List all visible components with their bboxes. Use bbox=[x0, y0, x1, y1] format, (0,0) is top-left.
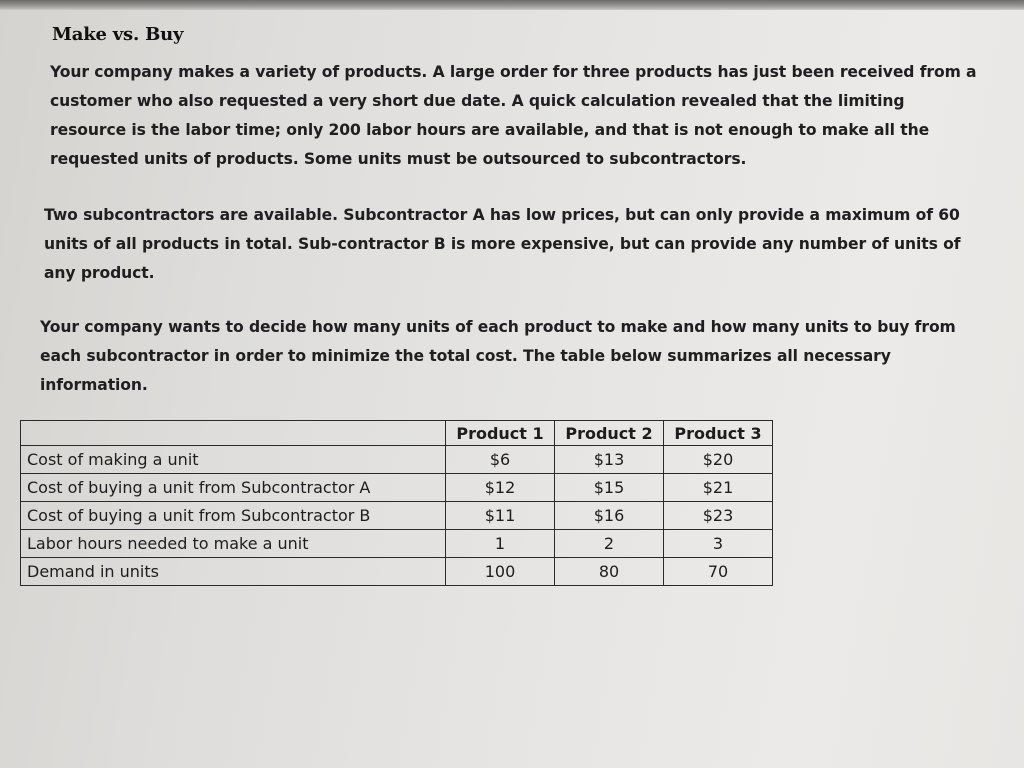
table-row bbox=[21, 530, 773, 558]
table-cell: $11 bbox=[446, 502, 555, 530]
table-cell: $12 bbox=[446, 474, 555, 502]
paragraph-objective: Your company wants to decide how many units of each product to make and how many units to buy from each subcontractor in order to minimize the total cost. The table below summarizes all necessary information. bbox=[40, 318, 956, 394]
table-cell: $15 bbox=[555, 474, 664, 502]
table-header-blank bbox=[21, 421, 446, 446]
paragraph-intro: Your company makes a variety of products. A large order for three products has just been received from a customer who also requested a very short due date. A quick calculation revealed that the limiting resource is the labor time; only 200 labor hours are available, and that is not enough to make all the requested units of products. Some units must be outsourced to subcontractors. bbox=[50, 63, 977, 168]
table-cell: 2 bbox=[555, 530, 664, 558]
table-cell: $13 bbox=[555, 446, 664, 474]
table-row bbox=[21, 446, 773, 474]
row-label: Cost of buying a unit from Subcontractor B bbox=[21, 502, 446, 530]
table-row bbox=[21, 558, 773, 586]
monitor-bezel bbox=[0, 0, 1024, 10]
row-label: Cost of making a unit bbox=[21, 446, 446, 474]
row-label: Demand in units bbox=[21, 558, 446, 586]
table-header-row bbox=[21, 421, 773, 446]
table-cell: 3 bbox=[664, 530, 773, 558]
document-title: Make vs. Buy bbox=[52, 24, 184, 45]
table-cell: 100 bbox=[446, 558, 555, 586]
table-header-product-3: Product 3 bbox=[664, 421, 773, 446]
table-row bbox=[21, 474, 773, 502]
table-cell: 70 bbox=[664, 558, 773, 586]
paragraph-subcontractors: Two subcontractors are available. Subcontractor A has low prices, but can only provide a maximum of 60 units of all products in total. Sub-contractor B is more expensive, but can provide any number of units of any product. bbox=[44, 206, 961, 282]
cost-table bbox=[20, 420, 773, 586]
table-cell: $16 bbox=[555, 502, 664, 530]
table-cell: 1 bbox=[446, 530, 555, 558]
table-cell: $23 bbox=[664, 502, 773, 530]
table-header-product-1: Product 1 bbox=[446, 421, 555, 446]
table-row bbox=[21, 502, 773, 530]
table-cell: $20 bbox=[664, 446, 773, 474]
row-label: Labor hours needed to make a unit bbox=[21, 530, 446, 558]
row-label: Cost of buying a unit from Subcontractor A bbox=[21, 474, 446, 502]
table-cell: $21 bbox=[664, 474, 773, 502]
table-header-product-2: Product 2 bbox=[555, 421, 664, 446]
table-cell: 80 bbox=[555, 558, 664, 586]
table-cell: $6 bbox=[446, 446, 555, 474]
